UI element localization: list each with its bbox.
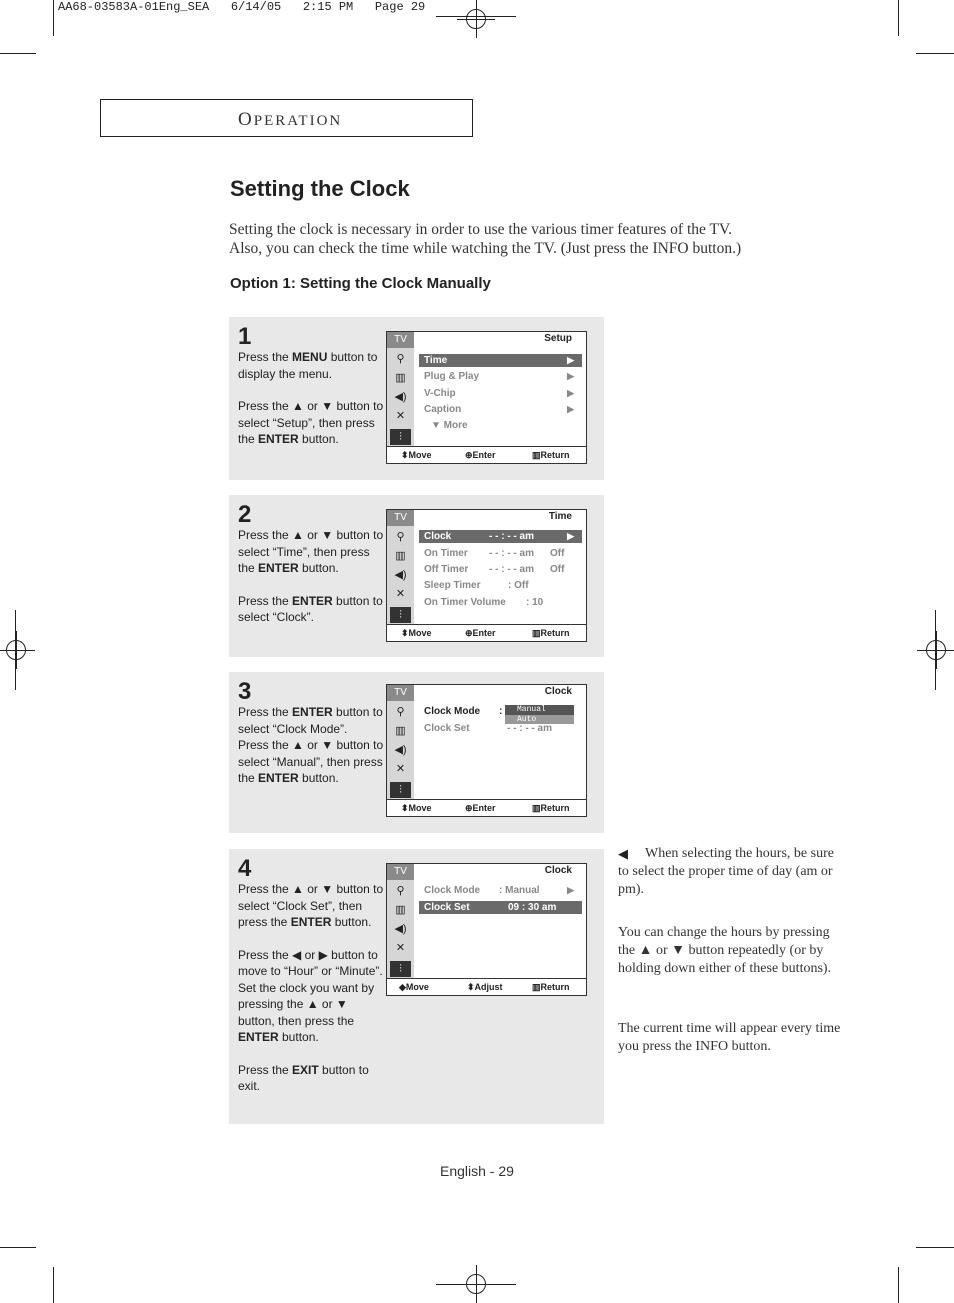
side-note: You can change the hours by pressing the ▲ or ▼ button repeatedly (or by holding down either of these buttons). (618, 925, 832, 976)
section-title: OPERATION (238, 109, 343, 130)
input-icon: ⚲ (396, 706, 405, 718)
tv-label: TV (387, 685, 414, 701)
crop-mark (0, 53, 36, 54)
step-number: 3 (238, 678, 252, 705)
menu-title: Clock (544, 865, 572, 876)
menu-item: V-Chip ▶ (424, 388, 574, 399)
picture-icon: ▥ (395, 904, 406, 916)
registration-mark-icon (0, 631, 35, 669)
step-number: 4 (238, 855, 252, 882)
crop-mark (15, 610, 16, 690)
menu-item: On Timer - - : - - am Off (424, 548, 565, 559)
menu-item: Clock Set - - : - - am (424, 723, 552, 734)
crop-mark (935, 610, 936, 690)
tv-menu-screen (386, 863, 587, 996)
side-note: When selecting the hours, be sure to select the proper time of day (am or pm). (618, 846, 834, 897)
tv-label: TV (387, 510, 414, 526)
setup-icon: ⫶ (390, 782, 411, 798)
crop-mark (916, 53, 954, 54)
registration-mark-icon (457, 1265, 495, 1303)
menu-footer: ⬍ Move ⊕ Enter ▥ Return (387, 446, 586, 463)
menu-item: Off Timer - - : - - am Off (424, 564, 565, 575)
menu-item: Sleep Timer : Off (424, 580, 529, 591)
crop-mark (0, 1247, 36, 1248)
step-number: 2 (238, 501, 252, 528)
channel-icon: ✕ (395, 410, 406, 422)
sound-icon: ◀) (394, 923, 407, 935)
step-panel-2 (229, 495, 604, 657)
picture-icon: ▥ (395, 550, 406, 562)
step-panel-4 (229, 849, 604, 1124)
menu-item: On Timer Volume : 10 (424, 597, 544, 608)
step-number: 1 (238, 323, 252, 350)
subheading: Option 1: Setting the Clock Manually (230, 275, 491, 292)
channel-icon: ✕ (395, 588, 406, 600)
intro-paragraph: Setting the clock is necessary in order to use the various timer features of the TV. Also, you can check the time while watching the TV. (Just press the INFO button.) (229, 221, 742, 257)
input-icon: ⚲ (396, 531, 405, 543)
tv-label: TV (387, 332, 414, 348)
page-title: Setting the Clock (230, 176, 410, 201)
picture-icon: ▥ (395, 725, 406, 737)
step-instructions: Press the MENU button to display the menu. Press the ▲ or ▼ button to select “Setup”, then press the ENTER button. (238, 350, 384, 446)
input-icon: ⚲ (396, 353, 405, 365)
crop-mark (53, 0, 54, 36)
setup-icon: ⫶ (390, 607, 411, 623)
menu-item: Plug & Play ▶ (424, 371, 574, 382)
dropdown-option: Auto (505, 715, 574, 724)
side-note: The current time will appear every time you press the INFO button. (618, 1021, 841, 1054)
menu-title: Time (548, 511, 572, 522)
crop-mark (53, 1267, 54, 1303)
crop-mark (898, 1267, 899, 1303)
menu-footer: ⬍ Move ⊕ Enter ▥ Return (387, 799, 586, 816)
channel-icon: ✕ (395, 942, 406, 954)
menu-title: Setup (544, 333, 572, 344)
menu-item: Clock Set 09 : 30 am (419, 901, 582, 914)
crop-mark (916, 1247, 954, 1248)
sound-icon: ◀) (394, 391, 407, 403)
page-number: English - 29 (440, 1163, 514, 1179)
tv-label: TV (387, 864, 414, 880)
step-panel-3 (229, 672, 604, 833)
crop-mark (898, 0, 899, 36)
printer-slug: AA68-03583A-01Eng_SEA 6/14/05 2:15 PM Page 29 (58, 0, 426, 14)
step-instructions: Press the ▲ or ▼ button to select “Clock Set”, then press the ENTER button. Press the ◀ or ▶ button to move to “Hour” or “Minute”. Set the clock you want by pressing the ▲ or ▼ button, then press the ENTER button. Press the EXIT button to exit. (238, 882, 384, 1093)
tv-menu-screen (386, 509, 587, 642)
setup-icon: ⫶ (390, 429, 411, 445)
section-header-box (100, 99, 473, 137)
step-panel-1 (229, 317, 604, 480)
menu-item: Clock - - : - - am ▶ (419, 530, 582, 543)
menu-footer: ⬍ Move ⊕ Enter ▥ Return (387, 624, 586, 641)
note-pointer-icon: ◀ (618, 846, 628, 861)
tv-menu-screen (386, 331, 587, 464)
menu-item: Time ▶ (419, 354, 582, 367)
picture-icon: ▥ (395, 372, 406, 384)
tv-menu-screen (386, 684, 587, 817)
sound-icon: ◀) (394, 744, 407, 756)
step-instructions: Press the ▲ or ▼ button to select “Time”, then press the ENTER button. Press the ENTER button to select “Clock”. (238, 528, 384, 624)
menu-item: Caption ▶ (424, 404, 574, 415)
menu-title: Clock (544, 686, 572, 697)
step-instructions: Press the ENTER button to select “Clock Mode”. Press the ▲ or ▼ button to select “Manual”, then press the ENTER button. (238, 705, 384, 785)
sound-icon: ◀) (394, 569, 407, 581)
setup-icon: ⫶ (390, 961, 411, 977)
registration-mark-icon (457, 0, 495, 38)
menu-item: Clock Mode : (424, 706, 503, 717)
dropdown-option-selected: Manual (505, 705, 574, 715)
input-icon: ⚲ (396, 885, 405, 897)
menu-item: Clock Mode : Manual ▶ (424, 885, 574, 896)
menu-footer: ◆ Move ⬍ Adjust ▥ Return (387, 978, 586, 995)
channel-icon: ✕ (395, 763, 406, 775)
menu-item: ▼ More (431, 420, 468, 431)
